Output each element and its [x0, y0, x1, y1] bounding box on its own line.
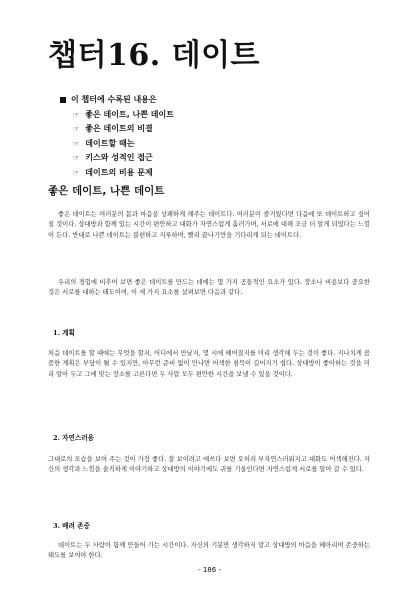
- contents-item-label: 좋은 데이트의 비결: [85, 124, 153, 134]
- intro-paragraph: 좋은 데이트는 여러분의 몸과 마음을 상쾌하게 해주는 데이트다. 여러분이 즐거웠다면 다음에 또 데이트하고 싶어질 것이다. 상대방과 함께 있는 시간이 편안하고 대화가 자연스럽게 흘러가며, 서로에 대해 조금 더 알게 되었다는 느낌이 든다. 반대로 나쁜 데이트는 불편하고 지루하며, 빨리 끝나기만을 기다리게 되는 데이트다.: [48, 211, 370, 239]
- contents-item-label: 좋은 데이트, 나쁜 데이트: [85, 109, 174, 119]
- item-paragraph: 처음 데이트를 할 때에는 무엇을 할지, 어디에서 만날지, 몇 시에 헤어질지를 미리 생각해 두는 것이 좋다. 지나치게 꼼꼼한 계획은 부담이 될 수 있지만, 아무런 준비 없이 만나면 어색한 침묵이 길어지기 쉽다. 상대방이 좋아하는 것을 미리 알아 두고 그에 맞는 장소를 고른다면 두 사람 모두 편안한 시간을 보낼 수 있을 것이다.: [48, 350, 370, 378]
- page-number: - 186 -: [198, 566, 221, 574]
- pointing-hand-icon: ☞: [73, 110, 80, 119]
- summary-paragraph: 우리의 경험에 비추어 보면 좋은 데이트를 만드는 데에는 몇 가지 공통적인 요소가 있다. 장소나 비용보다 중요한 것은 서로를 대하는 태도이며, 이 세 가지 요소를 살펴보면 다음과 같다.: [48, 279, 370, 297]
- contents-heading: [60, 93, 174, 108]
- item-paragraph: 데이트는 두 사람이 함께 만들어 가는 시간이다. 자신의 기분만 생각하지 말고 상대방의 마음을 헤아리며 존중하는 태도를 보여야 한다.: [48, 542, 370, 560]
- section-title: 좋은 데이트, 나쁜 데이트: [48, 185, 165, 197]
- contents-item-label: 데이트할 때는: [85, 138, 135, 148]
- item-heading: 2. 자연스러움: [53, 434, 95, 442]
- contents-item: [60, 151, 174, 166]
- contents-heading-text: 이 챕터에 수록된 내용은: [71, 95, 157, 104]
- contents-item: [60, 166, 174, 181]
- pointing-hand-icon: ☞: [73, 154, 80, 163]
- square-bullet-icon: [60, 97, 66, 103]
- contents-item: [60, 137, 174, 152]
- chapter-contents-box: [60, 93, 174, 181]
- pointing-hand-icon: ☞: [73, 168, 80, 177]
- pointing-hand-icon: ☞: [73, 139, 80, 148]
- pointing-hand-icon: ☞: [73, 125, 80, 134]
- item-heading: 3. 배려 존중: [53, 522, 90, 530]
- contents-item-label: 데이트의 비용 문제: [85, 167, 153, 177]
- chapter-title: 챕터16. 데이트: [48, 38, 261, 73]
- contents-item-label: 키스와 성적인 접근: [85, 153, 153, 163]
- contents-item: [60, 122, 174, 137]
- item-paragraph: 그대로의 모습을 보여 주는 것이 가장 좋다. 잘 보이려고 애쓰다 보면 오히려 부자연스러워지고 대화도 어색해진다. 자신의 생각과 느낌을 솔직하게 이야기하고 상대방의 이야기에도 귀를 기울인다면 자연스럽게 서로를 알아 갈 수 있다.: [48, 456, 370, 474]
- contents-item: [60, 108, 174, 123]
- item-heading: 1. 계획: [53, 329, 75, 337]
